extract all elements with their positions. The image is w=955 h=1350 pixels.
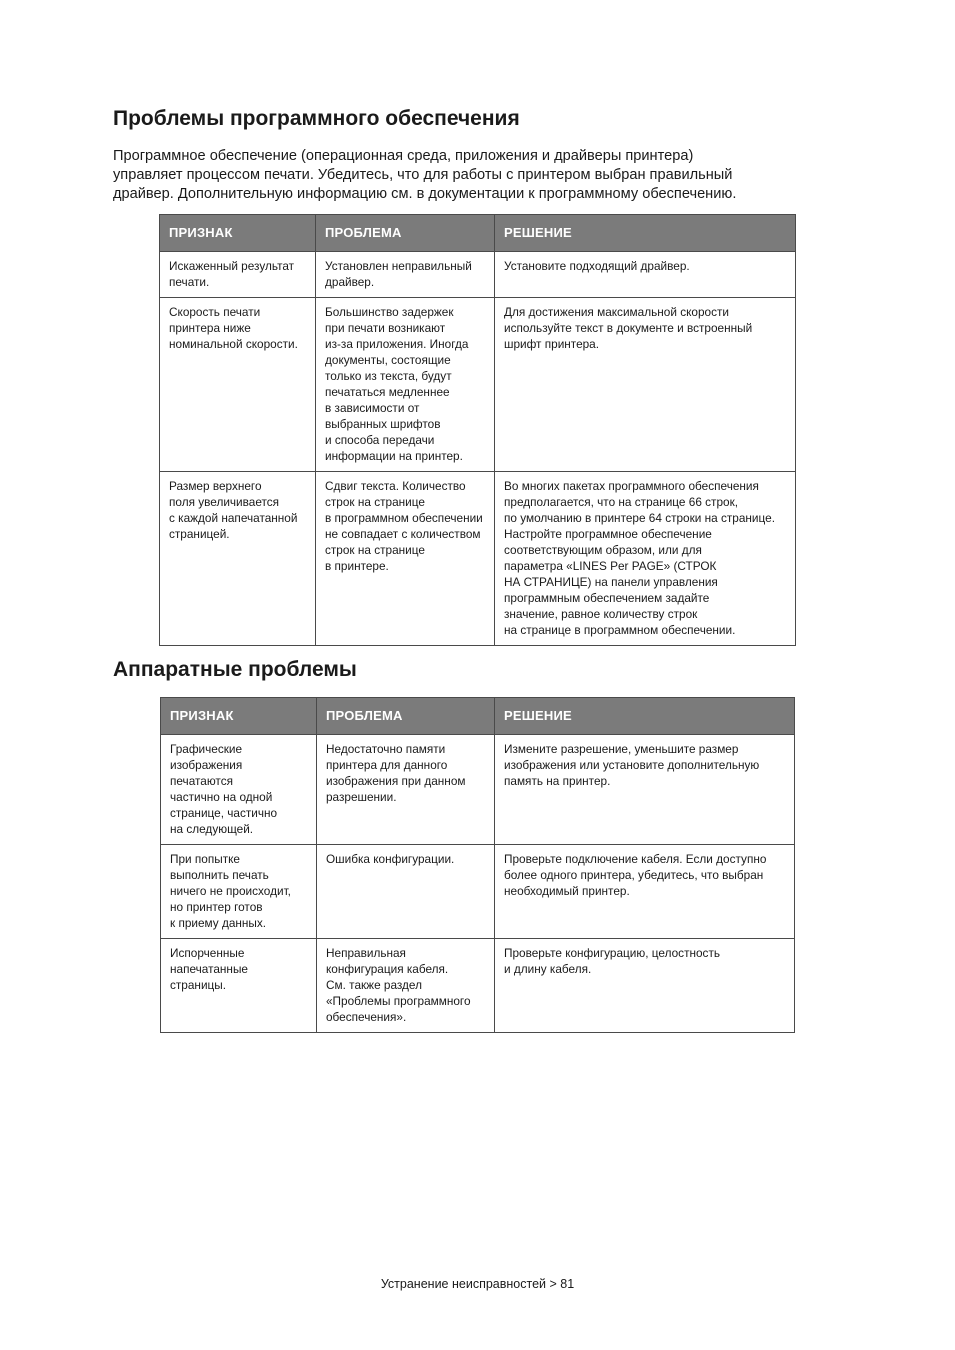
problem-text-line: в программном обеспечении (325, 511, 483, 525)
solution-text-line: параметра «LINES Per PAGE» (СТРОК (504, 559, 717, 573)
table-row (160, 298, 796, 472)
cell-problem (317, 845, 495, 939)
problem-text-line: принтера для данного (326, 758, 448, 772)
problem-text-line: печататься медленнее (325, 385, 450, 399)
cell-solution (495, 939, 795, 1033)
problem-text-line: Недостаточно памяти (326, 742, 446, 756)
symptom-text-line: изображения (170, 758, 243, 772)
problem-text-line: только из текста, будут (325, 369, 452, 383)
problem-text-line: из-за приложения. Иногда (325, 337, 469, 351)
solution-text-line: Проверьте конфигурацию, целостность (504, 946, 720, 960)
symptom-text-line: принтера ниже (169, 321, 251, 335)
header-solution: РЕШЕНИЕ (495, 215, 796, 252)
solution-text-line: изображения или установите дополнительную (504, 758, 760, 772)
problem-text-line: выбранных шрифтов (325, 417, 441, 431)
cell-symptom (161, 845, 317, 939)
symptom-text-line: печатаются (170, 774, 233, 788)
problem-text-line: строк на странице (325, 495, 425, 509)
cell-solution (495, 472, 796, 646)
solution-text-line: НА СТРАНИЦЕ) на панели управления (504, 575, 718, 589)
solution-text-line: Настройте программное обеспечение (504, 527, 712, 541)
software-intro-paragraph (113, 147, 813, 204)
hardware-problems-heading: Аппаратные проблемы (113, 658, 357, 681)
table-row (161, 735, 795, 845)
hardware-table-body (161, 735, 795, 1033)
intro-line: управляет процессом печати. Убедитесь, что для работы с принтером выбран правильный (113, 167, 733, 183)
cell-symptom (160, 298, 316, 472)
symptom-text-line: выполнить печать (170, 868, 269, 882)
cell-problem (316, 298, 495, 472)
symptom-text-line: номинальной скорости. (169, 337, 298, 351)
symptom-text-line: При попытке (170, 852, 240, 866)
problem-text-line: не совпадает с количеством (325, 527, 481, 541)
symptom-text-line: страницы. (170, 978, 227, 992)
symptom-text-line: Искаженный результат (169, 259, 295, 273)
problem-text-line: и способа передачи (325, 433, 435, 447)
table-header-row (160, 215, 796, 252)
symptom-text-line: Графические (170, 742, 243, 756)
symptom-text-line: поля увеличивается (169, 495, 280, 509)
solution-text-line: предполагается, что на странице 66 строк, (504, 495, 739, 509)
problem-text-line: См. также раздел (326, 978, 422, 992)
symptom-text-line: Испорченные (170, 946, 245, 960)
problem-text-line: обеспечения». (326, 1010, 407, 1024)
symptom-text-line: к приему данных. (170, 916, 267, 930)
intro-line: Программное обеспечение (операционная среда, приложения и драйверы принтера) (113, 148, 694, 164)
problem-text-line: Ошибка конфигурации. (326, 852, 455, 866)
symptom-text-line: но принтер готов (170, 900, 263, 914)
solution-text-line: по умолчанию в принтере 64 строки на странице. (504, 511, 775, 525)
cell-problem (317, 735, 495, 845)
solution-text-line: Измените разрешение, уменьшите размер (504, 742, 739, 756)
table-row (160, 252, 796, 298)
problem-text-line: при печати возникают (325, 321, 446, 335)
solution-text-line: память на принтер. (504, 774, 611, 788)
cell-symptom (161, 939, 317, 1033)
symptom-text-line: ничего не происходит, (170, 884, 291, 898)
header-symptom: ПРИЗНАК (161, 698, 317, 735)
cell-symptom (160, 252, 316, 298)
problem-text-line: конфигурация кабеля. (326, 962, 449, 976)
solution-text-line: Установите подходящий драйвер. (504, 259, 690, 273)
table-row (161, 845, 795, 939)
symptom-text-line: напечатанные (170, 962, 248, 976)
symptom-text-line: с каждой напечатанной (169, 511, 298, 525)
solution-text-line: более одного принтера, убедитесь, что выбран (504, 868, 764, 882)
problem-text-line: Установлен неправильный (325, 259, 472, 273)
cell-solution (495, 252, 796, 298)
cell-problem (316, 252, 495, 298)
symptom-text-line: частично на одной (170, 790, 273, 804)
cell-solution (495, 735, 795, 845)
problem-text-line: Неправильная (326, 946, 406, 960)
solution-text-line: соответствующим образом, или для (504, 543, 702, 557)
symptom-text-line: печати. (169, 275, 210, 289)
software-table-body (160, 252, 796, 646)
page-footer: Устранение неисправностей > 81 (380, 1277, 575, 1291)
problem-text-line: изображения при данном (326, 774, 466, 788)
cell-solution (495, 298, 796, 472)
symptom-text-line: Размер верхнего (169, 479, 262, 493)
header-problem: ПРОБЛЕМА (317, 698, 495, 735)
header-symptom: ПРИЗНАК (160, 215, 316, 252)
intro-line: драйвер. Дополнительную информацию см. в документации к программному обеспечению. (113, 186, 737, 202)
symptom-text-line: странице, частично (170, 806, 278, 820)
solution-text-line: Во многих пакетах программного обеспечения (504, 479, 759, 493)
solution-text-line: необходимый принтер. (504, 884, 630, 898)
problem-text-line: строк на странице (325, 543, 425, 557)
problem-text-line: в принтере. (325, 559, 389, 573)
problem-text-line: «Проблемы программного (326, 994, 471, 1008)
table-row (160, 472, 796, 646)
solution-text-line: Для достижения максимальной скорости (504, 305, 729, 319)
software-problems-heading: Проблемы программного обеспечения (113, 107, 520, 130)
problem-text-line: документы, состоящие (325, 353, 451, 367)
problem-text-line: в зависимости от (325, 401, 420, 415)
cell-solution (495, 845, 795, 939)
solution-text-line: используйте текст в документе и встроенный (504, 321, 753, 335)
symptom-text-line: Скорость печати (169, 305, 261, 319)
cell-problem (317, 939, 495, 1033)
solution-text-line: на странице в программном обеспечении. (504, 623, 736, 637)
cell-problem (316, 472, 495, 646)
cell-symptom (161, 735, 317, 845)
header-solution: РЕШЕНИЕ (495, 698, 795, 735)
cell-symptom (160, 472, 316, 646)
header-problem: ПРОБЛЕМА (316, 215, 495, 252)
problem-text-line: Большинство задержек (325, 305, 454, 319)
symptom-text-line: страницей. (169, 527, 230, 541)
problem-text-line: Сдвиг текста. Количество (325, 479, 466, 493)
solution-text-line: Проверьте подключение кабеля. Если доступно (504, 852, 767, 866)
table-row (161, 939, 795, 1033)
problem-text-line: драйвер. (325, 275, 375, 289)
solution-text-line: шрифт принтера. (504, 337, 600, 351)
solution-text-line: и длину кабеля. (504, 962, 592, 976)
problem-text-line: разрешении. (326, 790, 397, 804)
hardware-problems-table (160, 697, 795, 1033)
software-problems-table (159, 214, 796, 646)
solution-text-line: программным обеспечением задайте (504, 591, 710, 605)
table-header-row (161, 698, 795, 735)
problem-text-line: информации на принтер. (325, 449, 463, 463)
solution-text-line: значение, равное количеству строк (504, 607, 698, 621)
symptom-text-line: на следующей. (170, 822, 254, 836)
